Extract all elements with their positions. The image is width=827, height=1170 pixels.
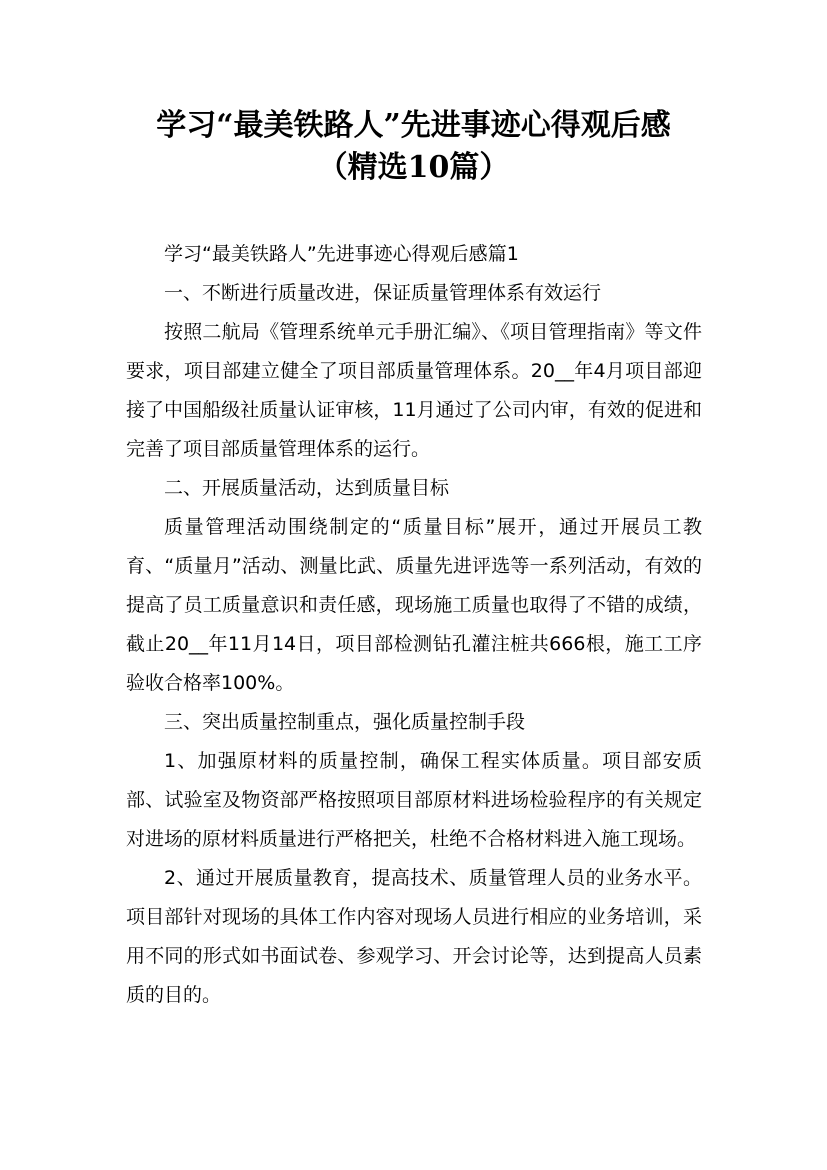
document-title-line2: （精选10篇）: [317, 150, 510, 185]
section-heading-1: 一、不断进行质量改进，保证质量管理体系有效运行: [164, 282, 602, 304]
paragraph: 按照二航局《管理系统单元手册汇编》、《项目管理指南》等文件要求，项目部建立健全了项目部质量管理体系。20__年4月项目部迎接了中国船级社质量认证审核，11月通过了公司内审，有效的促进和完善了项目部质量管理体系的运行。: [126, 321, 702, 460]
section-title: 学习“最美铁路人”先进事迹心得观后感篇1: [164, 243, 519, 265]
paragraph: 2、通过开展质量教育，提高技术、质量管理人员的业务水平。项目部针对现场的具体工作内容对现场人员进行相应的业务培训，采用不同的形式如书面试卷、参观学习、开会讨论等，达到提高人员素质的目的。: [126, 867, 702, 1006]
document-body: [126, 235, 702, 1015]
section-heading-3: 三、突出质量控制重点，强化质量控制手段: [164, 711, 526, 733]
document-title-line1: 学习“最美铁路人”先进事迹心得观后感: [156, 108, 671, 143]
paragraph: 质量管理活动围绕制定的“质量目标”展开，通过开展员工教育、“质量月”活动、测量比武、质量先进评选等一系列活动，有效的提高了员工质量意识和责任感，现场施工质量也取得了不错的成绩，截止20__年11月14日，项目部检测钻孔灌注桩共666根，施工工序验收合格率100%。: [126, 516, 702, 694]
section-heading-2: 二、开展质量活动，达到质量目标: [164, 477, 450, 499]
paragraph: 1、加强原材料的质量控制，确保工程实体质量。项目部安质部、试验室及物资部严格按照项目部原材料进场检验程序的有关规定对进场的原材料质量进行严格把关，杜绝不合格材料进入施工现场。: [126, 750, 702, 850]
